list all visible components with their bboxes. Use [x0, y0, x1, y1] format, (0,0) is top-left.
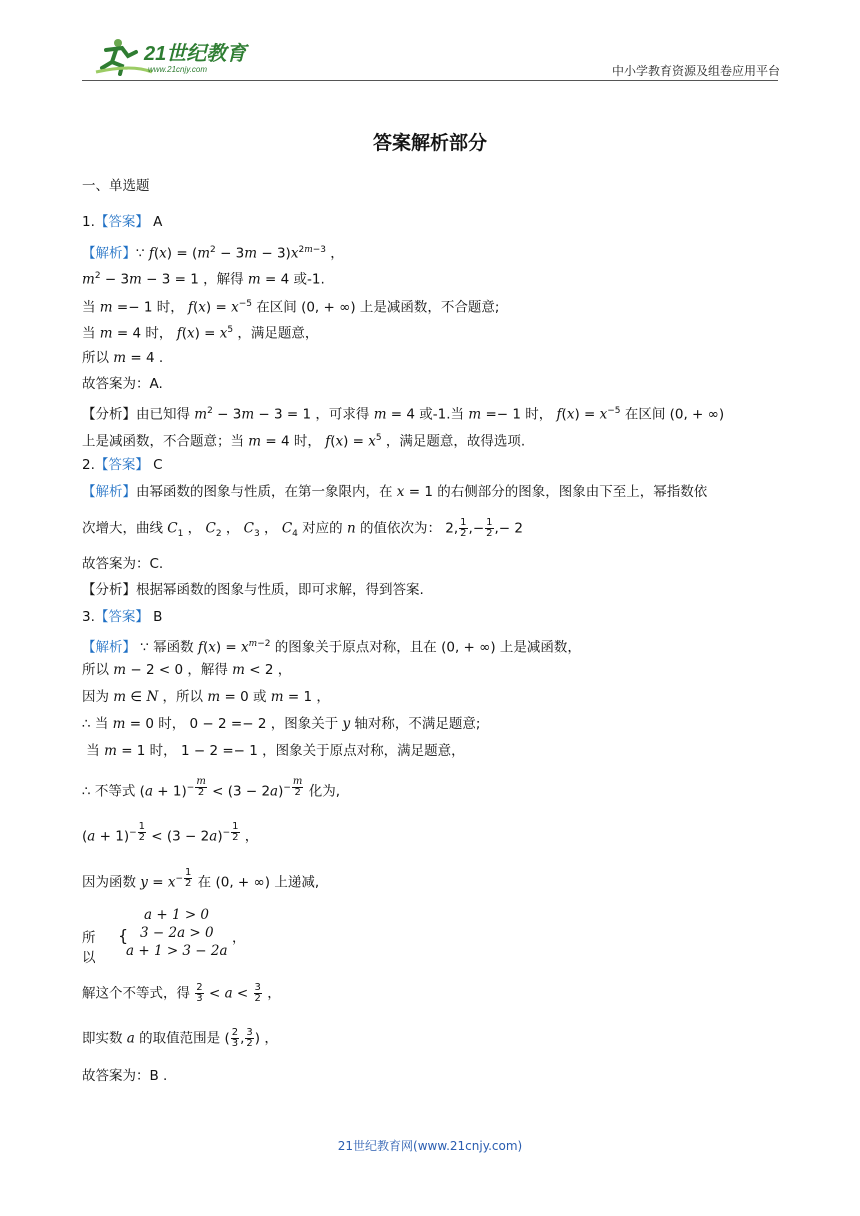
solution-line: 所以 m = 4 .: [82, 350, 164, 366]
solution-line: 2.【答案】 C: [82, 457, 163, 473]
header-divider: [82, 80, 778, 81]
solution-line: 所以 m − 2 < 0 ，解得 m < 2 ，: [82, 662, 292, 678]
system-row: a + 1 > 3 − 2a: [126, 943, 228, 959]
solution-line: $m^2 - 3m - 3 = 1$ ，解得 m = 4 或-1.: [82, 271, 325, 288]
solution-line: 解这个不等式，得 $\frac{2}{3}$ < a < $\frac{3}{2}$ ，: [82, 982, 281, 1004]
solution-line: 故答案为：B .: [82, 1068, 168, 1084]
system-rows: [126, 906, 228, 960]
solution-line: 【解析】由幂函数的图象与性质，在第一象限内，在 x = 1 的右侧部分的图象，图象由下至上，幂指数依: [82, 484, 708, 500]
solution-line: ∴ 当 m = 0 时， 0 − 2 =− 2 ，图象关于 y 轴对称，不满足题意;: [82, 716, 481, 732]
header-platform-text: 中小学教育资源及组卷应用平台: [611, 64, 780, 78]
system-brace: {: [118, 926, 129, 945]
solution-line: 当 m =− 1 时， $f(x) = x^{-5}$ 在区间 (0, + ∞) 上是减函数，不合题意;: [82, 299, 500, 316]
solution-line: 【解析】∵ $f(x) = (m^2 - 3m - 3)x^{2m-3}$ ，: [82, 245, 344, 262]
svg-text:www.21cnjy.com: www.21cnjy.com: [148, 65, 207, 74]
system-suffix: ，: [232, 930, 246, 946]
solution-line: 上是减函数，不合题意；当 m = 4 时， $f(x) = x^5$ ，满足题意，故得选项.: [82, 433, 526, 450]
solution-line: 3.【答案】 B: [82, 609, 163, 625]
solution-line: ∴ 不等式 $(a + 1)^{- \frac{m}{2}}$ < $(3 - 2a)^{- \frac{m}{2}}$ 化为,: [82, 776, 340, 800]
solution-line: 故答案为：A.: [82, 376, 163, 392]
solution-line: 故答案为：C.: [82, 556, 164, 572]
page-title: 答案解析部分: [372, 132, 487, 154]
svg-text:21世纪教育: 21世纪教育: [144, 43, 247, 65]
system-prefix: 所以: [82, 930, 96, 966]
section-heading: 一、单选题: [82, 178, 150, 194]
footer-text: 21世纪教育网(www.21cnjy.com): [337, 1139, 523, 1153]
system-row: 3 − 2a > 0: [140, 925, 214, 941]
solution-line: 次增大，曲线 $C_1$ ， $C_2$ ， $C_3$ ， $C_4$ 对应的 n 的值依次为： 2, $\frac{1}{2}$ ,− $\frac{1}{2}$ ,− 2: [82, 517, 523, 540]
solution-line: 【分析】由已知得 $m^2 - 3m - 3 = 1$ ，可求得 m = 4 或-1.当 m =− 1 时， $f(x) = x^{-5}$ 在区间 (0, + ∞): [82, 406, 725, 423]
solution-line: 【分析】根据幂函数的图象与性质，即可求解，得到答案.: [82, 582, 424, 598]
solution-line: 因为函数 $y = x^{- \frac{1}{2}}$ 在 (0, + ∞) 上递减,: [82, 867, 320, 891]
solution-line: 1.【答案】 A: [82, 214, 163, 230]
runner-logo-icon: [92, 36, 262, 78]
solution-line: 因为 m ∈ N ，所以 m = 0 或 m = 1 ，: [82, 689, 330, 705]
solution-line: $(a + 1)^{- \frac{1}{2}}$ < $(3 - 2a)^{- \frac{1}{2}}$ ，: [82, 821, 259, 845]
solution-line: 【解析】 ∵ 幂函数 $f(x) = x^{m-2}$ 的图象关于原点对称，且在 (0, + ∞) 上是减函数，: [82, 639, 581, 656]
site-logo: [92, 36, 262, 78]
solution-line: 当 m = 1 时， 1 − 2 =− 1 ，图象关于原点对称，满足题意，: [82, 743, 465, 759]
solution-line: 即实数 a 的取值范围是 ( $\frac{2}{3}$ , $\frac{3}{2}$ ) ，: [82, 1027, 278, 1049]
system-row: a + 1 > 0: [144, 907, 210, 923]
solution-line: 当 m = 4 时， $f(x) = x^5$ ，满足题意，: [82, 325, 319, 342]
